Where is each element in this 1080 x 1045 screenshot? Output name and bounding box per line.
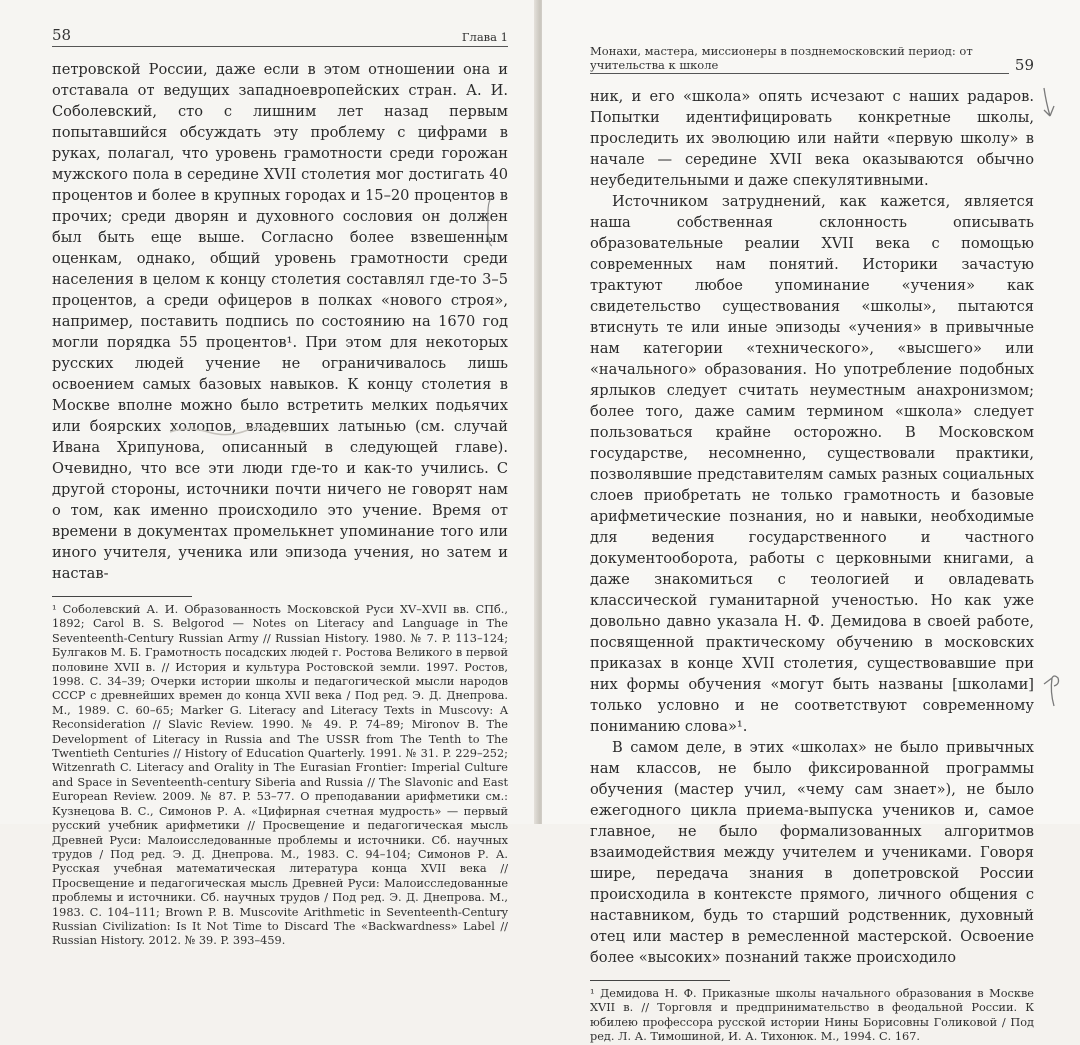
left-page	[0, 0, 538, 948]
left-page-number: 58	[52, 26, 72, 44]
left-running-header	[52, 26, 508, 47]
right-body-text	[590, 86, 1034, 968]
pencil-scribble-mark	[168, 420, 288, 440]
footnote-separator	[52, 596, 192, 597]
right-paragraph-1: ник, и его «школа» опять исчезают с наших радаров. Попытки идентифицировать конкретные школы, проследить их эволюцию или найти «первую школу» в начале — середине XVII века оказываются обычно неубедительными и даже спекулятивными.	[590, 88, 1034, 189]
right-running-head: Монахи, мастера, миссионеры в позднемосковский период: от учительства к школе	[590, 44, 1009, 74]
right-running-header	[590, 44, 1034, 74]
footnote-separator	[590, 980, 730, 981]
left-body-text	[52, 59, 508, 584]
right-page-number: 59	[1014, 56, 1034, 74]
pencil-arrow-mark	[1040, 86, 1060, 120]
right-page	[542, 0, 1080, 1044]
pencil-hook-mark	[1040, 672, 1062, 708]
pencil-bracket-mark	[486, 196, 494, 248]
right-footnote: ¹ Демидова Н. Ф. Приказные школы начального образования в Москве XVII в. // Торговля и предпринимательство в феодальной России. К юбилею профессора русской истории Нины Борисовны Голиковой / Под ред. Л. А. Тимошиной, И. А. Тихонюк. М., 1994. С. 167.	[590, 987, 1034, 1044]
right-paragraph-3: В самом деле, в этих «школах» не было привычных нам классов, не было фиксированной программы обучения (мастер учил, «чему сам знает»), не было ежегодного цикла приема-выпуска учеников и, самое главное, не было формализованных алгоритмов взаимодействия между учителем и учениками. Говоря шире, передача знания в допетровской России происходила в контексте прямого, личного общения с наставником, будь то старший родственник, духовный отец или мастер в ремесленной мастерской. Освоение более «высоких» познаний также происходило	[590, 739, 1034, 966]
left-running-head: Глава 1	[461, 30, 508, 44]
right-paragraph-2: Источником затруднений, как кажется, является наша собственная склонность описывать образовательные реалии XVII века с помощью современных нам понятий. Историки зачастую трактуют любое упоминание «учения» как свидетельство существования «школы», пытаются втиснуть те или иные эпизоды «учения» в привычные нам категории «технического», «высшего» или «начального» образования. Но употребление подобных ярлыков следует считать неуместным анахронизмом; более того, даже самим термином «школа» следует пользоваться крайне осторожно. В Московском государстве, несомненно, существовали практики, позволявшие представителям самых разных социальных слоев приобретать не только грамотность и базовые арифметические познания, но и навыки, необходимые для ведения государственного и частного документооборота, работы с церковными книгами, а даже знакомиться с теологией и овладевать классической гуманитарной ученостью. Но как уже довольно давно указала Н. Ф. Демидова в своей работе, посвященной практическому обучению в московских приказах в конце XVII столетия, существовавшие при них формы обучения «могут быть названы [школами] только условно и не соответствуют современному пониманию слова»¹.	[590, 193, 1034, 735]
left-footnote: ¹ Соболевский А. И. Образованность Московской Руси XV–XVII вв. СПб., 1892; Carol B. S. Belgorod — Notes on Literacy and Language in The Seventeenth-Century Russian Army // Russian History. 1980. № 7. P. 113–124; Булгаков М. Б. Грамотность посадских людей г. Ростова Великого в первой половине XVII в. // История и культура Ростовской земли. 1997. Ростов, 1998. С. 34–39; Очерки истории школы и педагогической мысли народов СССР с древнейших времен до конца XVII века / Под ред. Э. Д. Днепрова. М., 1989. С. 60–65; Marker G. Literacy and Literacy Texts in Muscovy: A Reconsideration // Slavic Review. 1990. № 49. P. 74–89; Mironov B. The Development of Literacy in Russia and The USSR from The Tenth to The Twentieth Centuries // History of Education Quarterly. 1991. № 31. P. 229–252; Witzenrath C. Literacy and Orality in The Eurasian Frontier: Imperial Culture and Space in Seventeenth-century Siberia and Russia // The Slavonic and East European Review. 2009. № 87. P. 53–77. О преподавании арифметики см.: Кузнецова В. С., Симонов Р. А. «Цифирная счетная мудрость» — первый русский учебник арифметики // Просвещение и педагогическая мысль Древней Руси: Малоисследованные проблемы и источники. Сб. научных трудов / Под ред. Э. Д. Днепрова. М., 1983. С. 94–104; Симонов Р. А. Русская учебная математическая литература конца XVII века // Просвещение и педагогическая мысль Древней Руси: Малоисследованные проблемы и источники. Сб. научных трудов / Под ред. Э. Д. Днепрова. М., 1983. С. 104–111; Brown P. B. Muscovite Arithmetic in Seventeenth-Century Russian Civilization: Is It Not Time to Discard The «Backwardness» Label // Russian History. 2012. № 39. P. 393–459.	[52, 603, 508, 948]
left-paragraph-1: петровской России, даже если в этом отношении она и отставала от ведущих западноевропейских стран. А. И. Соболевский, сто с лишним лет назад первым попытавшийся обсуждать эту проблему с цифрами в руках, полагал, что уровень грамотности среди горожан мужского пола в середине XVII столетия мог достигать 40 процентов и более в крупных городах и 15–20 процентов в прочих; среди дворян и духовного сословия он должен был быть еще выше. Согласно более взвешенным оценкам, однако, общий уровень грамотности среди населения в целом к концу столетия составлял где-то 3–5 процентов, а среди офицеров в полках «нового строя», например, поставить подпись по состоянию на 1670 год могли порядка 55 процентов¹. При этом для некоторых русских людей учение не ограничивалось лишь освоением самых базовых навыков. К концу столетия в Москве вполне можно было встретить мелких подьячих или боярских холопов, владевших латынью (см. случай Ивана Хрипунова, описанный в следующей главе). Очевидно, что все эти люди где-то и как-то учились. С другой стороны, источники почти ничего не говорят нам о том, как именно происходило это учение. Время от времени в документах промелькнет упоминание того или иного учителя, ученика или эпизода учения, но затем и настав-	[52, 61, 508, 582]
